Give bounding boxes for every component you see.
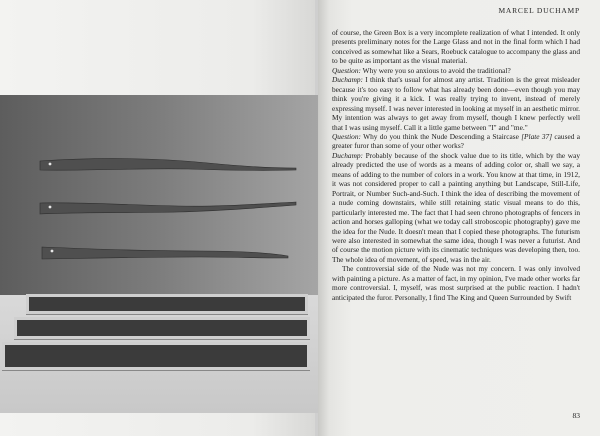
text-run: Why do you think the Nude Descending a Staircase — [360, 131, 522, 141]
paragraph — [332, 132, 580, 151]
page-number: 83 — [572, 411, 580, 420]
glass-pane-1 — [26, 294, 308, 314]
text-run: The controversial side of the Nude was not my concern. I was only involved with painting a picture. As a matter of fact, in my opinion, I've made other works far more controversial. I, myself, was most surprised at the public reaction. I hadn't anticipated the furor. Personally, I find The King and Queen Surrounded by Swift — [332, 264, 580, 302]
body-text — [332, 28, 580, 302]
text-run: of course, the Green Box is a very incomplete realization of what I intended. It only presents preliminary notes for the Large Glass and not in the final form which I had conceived as somewhat like a Sears, Roebuck catalogue to accompany the glass and to be quite as important as the visual material. — [332, 28, 580, 66]
running-head: MARCEL DUCHAMP — [498, 6, 580, 15]
text-run: I think that's usual for almost any artist. Tradition is the great misleader because it's too easy to follow what has already been done—even though you may think you're giving it a kick. I was really trying to invent, instead of merely expressing myself. I was never interested in looking at myself in an aesthetic mirror. My intention was always to get away from myself, though I knew perfectly well that I was using myself. Call it a little game between "I" and "me." — [332, 75, 580, 132]
text-run: Probably because of the shock value due to its title, which by the way already predicted the use of words as a means of adding color or, shall we say, a means of adding to the number of colors in a work. You know at that time, in 1912, it was not considered proper to call a painting anything but Landscape, Still-Life, Portrait, or Number Such-and-Such. I think the idea of describing the movement of a nude coming downstairs, while still retaining static visual means to do this, particularly interested me. The fact that I had seen chrono photographs of fencers in action and horses galloping (what we today call stroboscopic photography) gave me the idea for the Nude. It doesn't mean that I copied these photographs. The futurism were also interested in somewhat the same idea, though I was never a futurist. And of course the motion picture with its cinematic techniques was developing then, too. The whole idea of movement, of speed, was in the air. — [332, 150, 580, 264]
right-page — [318, 0, 600, 436]
paragraph — [332, 75, 580, 132]
italic-run: Question: — [332, 65, 361, 75]
paragraph — [332, 151, 580, 264]
glass-pane-3 — [2, 342, 310, 370]
italic-run: Question: — [332, 131, 361, 141]
italic-run: Duchamp: — [332, 75, 363, 85]
gallery-wall — [0, 95, 318, 295]
glass-pane-2 — [14, 317, 310, 339]
paragraph — [332, 66, 580, 75]
text-run: Why were you so anxious to avoid the traditional? — [360, 65, 511, 75]
italic-run: [Plate 37] — [521, 131, 553, 141]
paragraph — [332, 28, 580, 66]
artwork-photograph — [0, 95, 318, 413]
text-run: caused a greater furor than some of your other works? — [332, 131, 580, 151]
stoppage-template-3 — [40, 243, 290, 263]
stoppage-template-1 — [38, 155, 298, 175]
stoppage-template-2 — [38, 198, 298, 218]
italic-run: Duchamp: — [332, 150, 363, 160]
paragraph — [332, 264, 580, 302]
